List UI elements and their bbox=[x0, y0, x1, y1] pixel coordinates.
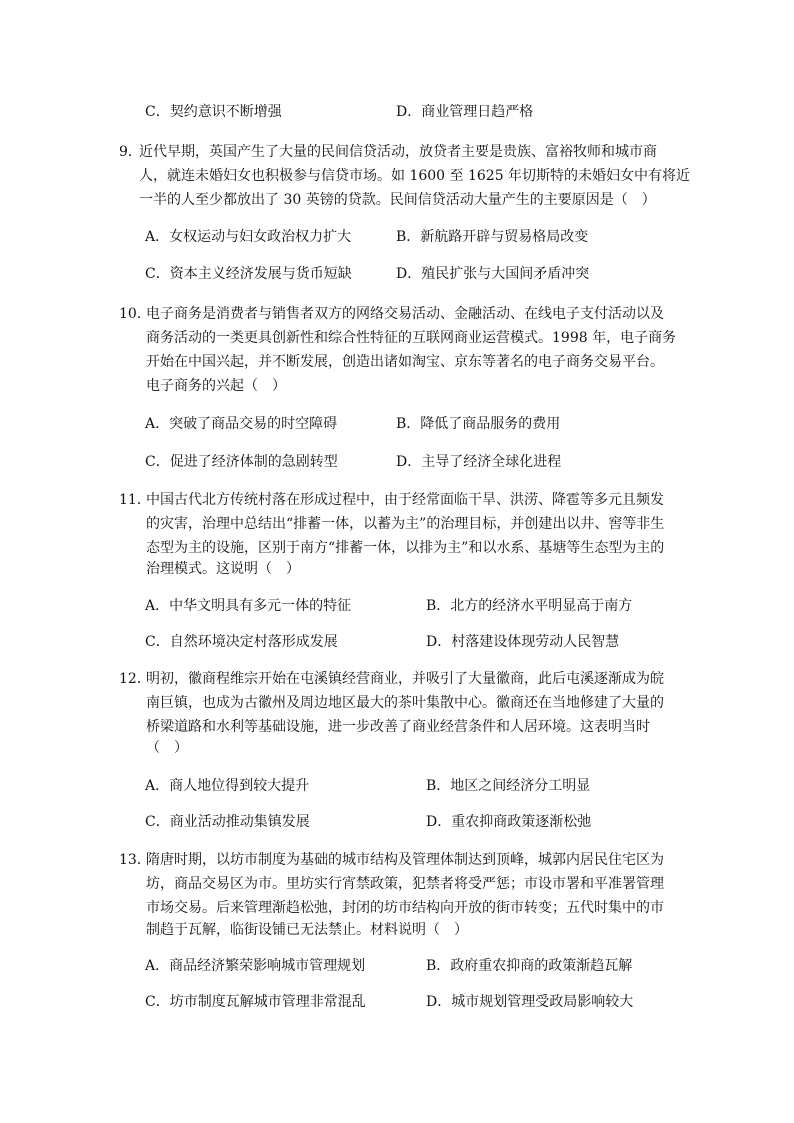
q9-option-c[interactable]: C．资本主义经济发展与货币短缺 bbox=[145, 266, 352, 282]
q9-stem-line-3: 一半的人至少都放出了 30 英镑的贷款。民间信贷活动大量产生的主要原因是（ ） bbox=[139, 192, 656, 208]
q11-stem-line-1: 中国古代北方传统村落在形成过程中，由于经常面临干旱、洪涝、降雹等多元且频发 bbox=[146, 492, 664, 508]
q9-options-row-ab bbox=[0, 224, 794, 250]
q12-stem-line-3: 桥梁道路和水利等基础设施，进一步改善了商业经营条件和人居环境。这表明当时 bbox=[146, 719, 650, 735]
q12-option-d[interactable]: D．重农抑商政策逐渐松弛 bbox=[426, 814, 592, 830]
q13-stem-line-4: 制趋于瓦解，临街设铺已无法禁止。材料说明（ ） bbox=[146, 922, 468, 938]
q13-stem-line-3: 市场交易。后来管理渐趋松弛，封闭的坊市结构向开放的街市转变；五代时集中的市 bbox=[146, 900, 664, 916]
q10-option-c[interactable]: C．促进了经济体制的急剧转型 bbox=[145, 454, 338, 470]
q13-stem-line-1: 隋唐时期，以坊市制度为基础的城市结构及管理体制达到顶峰，城郭内居民住宅区为 bbox=[146, 852, 664, 868]
q10-option-a[interactable]: A．突破了商品交易的时空障碍 bbox=[145, 416, 338, 432]
q13-option-d[interactable]: D．城市规划管理受政局影响较大 bbox=[426, 994, 634, 1010]
q9-stem-line-2: 人，就连未婚妇女也积极参与信贷市场。如 1600 至 1625 年切斯特的未婚妇女中有将近 bbox=[139, 168, 691, 184]
q10-stem-line-1: 电子商务是消费者与销售者双方的网络交易活动、金融活动、在线电子支付活动以及 bbox=[146, 306, 664, 322]
q10-number: 10． bbox=[119, 306, 151, 322]
q13-options-row-ab bbox=[0, 953, 794, 979]
q9-option-d[interactable]: D．殖民扩张与大国间矛盾冲突 bbox=[396, 266, 590, 282]
q10-stem-line-3: 开始在中国兴起，并不断发展，创造出诸如淘宝、京东等著名的电子商务交易平台。 bbox=[146, 354, 664, 370]
q13-option-a[interactable]: A．商品经济繁荣影响城市管理规划 bbox=[145, 958, 366, 974]
q11-number: 11． bbox=[119, 492, 151, 508]
q13-options-row-cd bbox=[0, 989, 794, 1015]
q11-stem-line-3: 态型为主的设施，区别于南方“排蓄一体，以排为主”和以水系、基塘等生态型为主的 bbox=[146, 540, 665, 556]
q13-stem-line-2: 坊，商品交易区为市。里坊实行宵禁政策，犯禁者将受严惩；市设市署和平准署管理 bbox=[146, 876, 664, 892]
q12-stem-line-1: 明初，徽商程维宗开始在屯溪镇经营商业，并吸引了大量徽商，此后屯溪逐渐成为皖 bbox=[146, 671, 664, 687]
q12-stem-line-4: （ ） bbox=[146, 740, 188, 756]
q12-option-b[interactable]: B．地区之间经济分工明显 bbox=[426, 778, 591, 794]
q10-options-row-ab bbox=[0, 411, 794, 437]
q11-stem-line-4: 治理模式。这说明（ ） bbox=[146, 561, 300, 577]
q10-option-b[interactable]: B．降低了商品服务的费用 bbox=[396, 416, 561, 432]
q8-options-row-cd bbox=[0, 99, 794, 125]
q11-options-row-ab bbox=[0, 593, 794, 619]
q11-options-row-cd bbox=[0, 629, 794, 655]
q12-options-row-ab bbox=[0, 773, 794, 799]
q10-stem-line-4: 电子商务的兴起（ ） bbox=[146, 378, 286, 394]
q13-option-b[interactable]: B．政府重农抑商的政策渐趋瓦解 bbox=[426, 958, 633, 974]
q9-options-row-cd bbox=[0, 261, 794, 287]
q9-stem-line-1: 近代早期，英国产生了大量的民间信贷活动，放贷者主要是贵族、富裕牧师和城市商 bbox=[139, 144, 657, 160]
q12-option-c[interactable]: C．商业活动推动集镇发展 bbox=[145, 814, 310, 830]
q12-stem-line-2: 南巨镇，也成为古徽州及周边地区最大的茶叶集散中心。徽商还在当地修建了大量的 bbox=[146, 695, 664, 711]
q10-option-d[interactable]: D．主导了经济全球化进程 bbox=[396, 454, 562, 470]
q11-option-d[interactable]: D．村落建设体现劳动人民智慧 bbox=[426, 634, 620, 650]
q8-option-d[interactable]: D．商业管理日趋严格 bbox=[396, 104, 534, 120]
q11-stem-line-2: 的灾害，治理中总结出“排蓄一体，以蓄为主”的治理目标，并创建出以井、窖等非生 bbox=[146, 516, 665, 532]
q11-option-c[interactable]: C．自然环境决定村落形成发展 bbox=[145, 634, 338, 650]
q10-options-row-cd bbox=[0, 449, 794, 475]
q9-option-a[interactable]: A．女权运动与妇女政治权力扩大 bbox=[145, 229, 352, 245]
q12-options-row-cd bbox=[0, 809, 794, 835]
q8-option-c[interactable]: C．契约意识不断增强 bbox=[145, 104, 282, 120]
q11-option-b[interactable]: B．北方的经济水平明显高于南方 bbox=[426, 598, 633, 614]
q12-option-a[interactable]: A．商人地位得到较大提升 bbox=[145, 778, 310, 794]
q9-option-b[interactable]: B．新航路开辟与贸易格局改变 bbox=[396, 229, 589, 245]
q11-option-a[interactable]: A．中华文明具有多元一体的特征 bbox=[145, 598, 352, 614]
q13-number: 13． bbox=[119, 852, 151, 868]
q10-stem-line-2: 商务活动的一类更具创新性和综合性特征的互联网商业运营模式。1998 年，电子商务 bbox=[146, 330, 677, 346]
q13-option-c[interactable]: C．坊市制度瓦解城市管理非常混乱 bbox=[145, 994, 366, 1010]
q12-number: 12． bbox=[119, 671, 151, 687]
q9-number: 9． bbox=[119, 144, 142, 160]
